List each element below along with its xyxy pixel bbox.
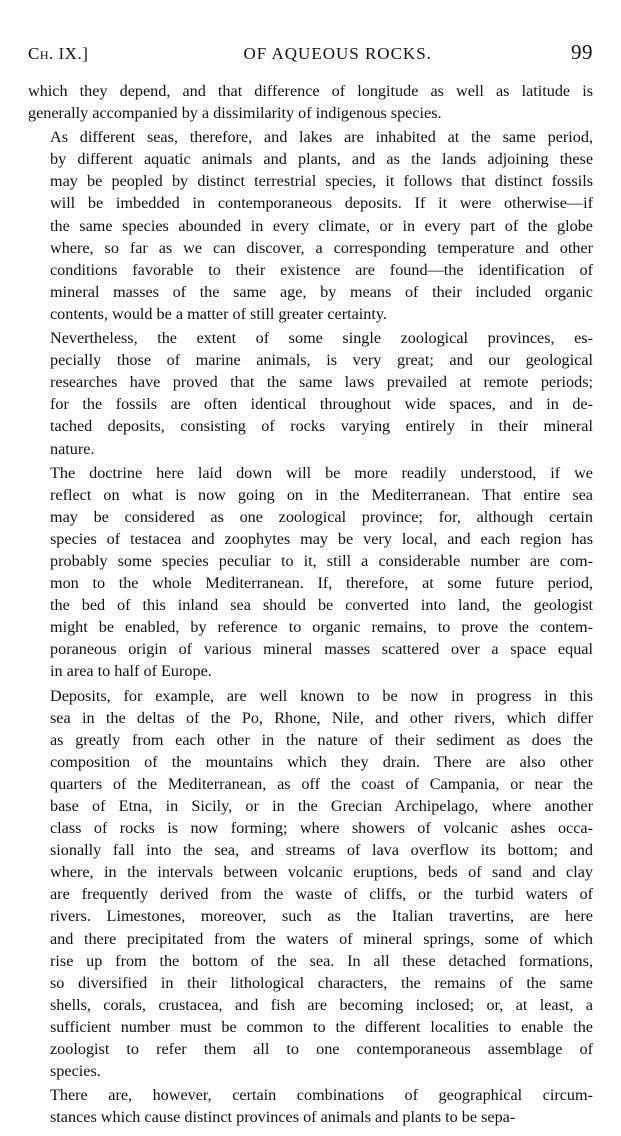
text-line: mineral masses of the same age, by means of their included organic [50, 282, 593, 301]
text-line: rise up from the bottom of the sea. In all these detached formations, [50, 951, 593, 970]
text-line: so diversified in their lithological characters, the remains of the same [50, 973, 593, 992]
text-line: may be considered as one zoological province; for, although certain [50, 507, 593, 526]
text-line: poraneous origin of various mineral masses scattered over a space equal [50, 640, 593, 659]
running-header [28, 40, 593, 80]
text-line: probably some species peculiar to it, still a considerable number are com- [50, 551, 593, 570]
text-line: reflect on what is now going on in the Mediterranean. That entire sea [50, 485, 593, 504]
text-line: mon to the whole Mediterranean. If, therefore, at some future period, [50, 574, 593, 593]
text-line: may be peopled by distinct terrestrial species, it follows that distinct fossils [50, 172, 593, 191]
text-line: the bed of this inland sea should be converted into land, the geologist [50, 596, 593, 615]
text-line: species of testacea and zoophytes may be very local, and each region has [50, 529, 593, 548]
text-line: rivers. Limestones, moreover, such as the Italian travertins, are here [50, 907, 593, 926]
text-line: will be imbedded in contemporaneous deposits. If it were otherwise—if [50, 194, 593, 213]
text-line: for the fossils are often identical throughout wide spaces, and in de- [50, 395, 593, 414]
text-line: species. [50, 1062, 101, 1081]
text-line: sufficient number must be common to the different localities to enable the [50, 1017, 593, 1036]
text-line: pecially those of marine animals, is very great; and our geological [50, 351, 593, 370]
text-line: might be enabled, by reference to organic remains, to prove the contem- [50, 618, 593, 637]
text-line: in area to half of Europe. [50, 662, 212, 681]
text-line: where, so far as we can discover, a corresponding temperature and other [50, 238, 593, 257]
text-line: tached deposits, consisting of rocks varying entirely in their mineral [50, 417, 593, 436]
text-line: where, in the intervals between volcanic eruptions, beds of sand and clay [50, 863, 593, 882]
paragraph [28, 462, 593, 683]
text-line: the same species abounded in every climate, or in every part of the globe [50, 216, 593, 235]
text-line: by different aquatic animals and plants, and as the lands adjoining these [50, 150, 593, 169]
page-number: 99 [571, 40, 593, 64]
chapter-label: Ch. IX.] [28, 44, 89, 63]
paragraph [28, 685, 593, 1083]
text-line: zoologist to refer them all to one contemporaneous assemblage of [50, 1040, 593, 1059]
paragraph [28, 126, 593, 325]
text-line: There are, however, certain combinations of geographical circum- [50, 1086, 593, 1105]
text-line: contents, would be a matter of still greater certainty. [50, 304, 387, 323]
text-line: quarters of the Mediterranean, as off the coast of Campania, or near the [50, 774, 593, 793]
text-line: sea in the deltas of the Po, Rhone, Nile, and other rivers, which differ [50, 708, 593, 727]
text-line: generally accompanied by a dissimilarity of indigenous species. [28, 104, 442, 123]
paragraph [28, 80, 593, 124]
text-line: researches have proved that the same laws prevailed at remote periods; [50, 373, 593, 392]
running-title: OF AQUEOUS ROCKS. [243, 44, 432, 63]
text-line: as greatly from each other in the nature of their sediment as does the [50, 730, 593, 749]
text-line: are frequently derived from the waste of cliffs, or the turbid waters of [50, 885, 593, 904]
text-line: stances which cause distinct provinces of animals and plants to be sepa- [50, 1108, 516, 1127]
body-text [28, 80, 593, 1128]
text-line: conditions favorable to their existence are found—the identification of [50, 260, 593, 279]
text-line: composition of the mountains which they drain. There are also other [50, 752, 593, 771]
text-line: nature. [50, 439, 95, 458]
text-line: base of Etna, in Sicily, or in the Grecian Archipelago, where another [50, 797, 593, 815]
text-line: Nevertheless, the extent of some single zoological provinces, es- [50, 329, 593, 348]
text-line: class of rocks is now forming; where showers of volcanic ashes occa- [50, 819, 593, 838]
paragraph [28, 327, 593, 460]
text-line: Deposits, for example, are well known to be now in progress in this [50, 686, 593, 705]
text-line: sionally fall into the sea, and streams of lava overflow its bottom; and [50, 841, 593, 860]
text-line: As different seas, therefore, and lakes are inhabited at the same period, [50, 128, 593, 147]
text-line: and there precipitated from the waters of mineral springs, some of which [50, 929, 593, 948]
text-line: shells, corals, crustacea, and fish are becoming inclosed; or, at least, a [50, 995, 593, 1014]
paragraph [28, 1084, 593, 1128]
text-line: which they depend, and that difference of longitude as well as latitude is [28, 82, 593, 100]
text-line: The doctrine here laid down will be more readily understood, if we [50, 463, 593, 482]
